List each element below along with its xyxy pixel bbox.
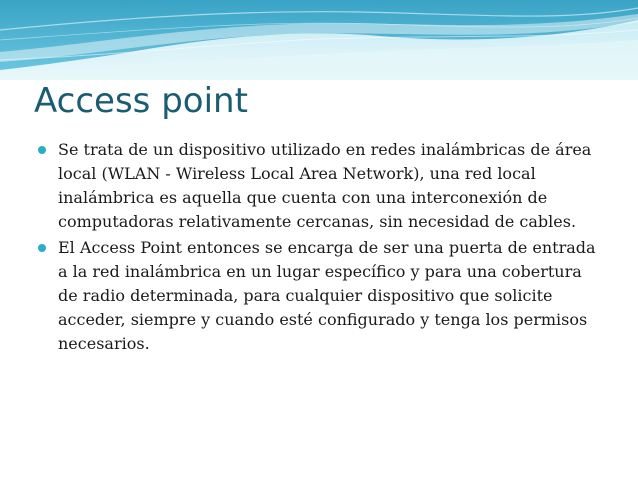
- slide-title: Access point: [34, 81, 248, 121]
- bullet-dot-icon: [38, 146, 46, 154]
- bullet-list: [36, 138, 606, 358]
- bullet-dot-icon: [38, 244, 46, 252]
- bullet-item: [36, 138, 606, 234]
- bullet-text: Se trata de un dispositivo utilizado en redes inalámbricas de área local (WLAN - Wireless Local Area Network), una red local inalámbrica es aquella que cuenta con una interconexión de computadoras relativamente cercanas, sin necesidad de cables.: [58, 140, 592, 231]
- decorative-wave-banner: [0, 0, 638, 80]
- bullet-text: El Access Point entonces se encarga de ser una puerta de entrada a la red inalámbrica en un lugar específico y para una cobertura de radio determinada, para cualquier dispositivo que solicite acceder, siempre y cuando esté configurado y tenga los permisos necesarios.: [58, 238, 596, 353]
- bullet-item: [36, 236, 606, 356]
